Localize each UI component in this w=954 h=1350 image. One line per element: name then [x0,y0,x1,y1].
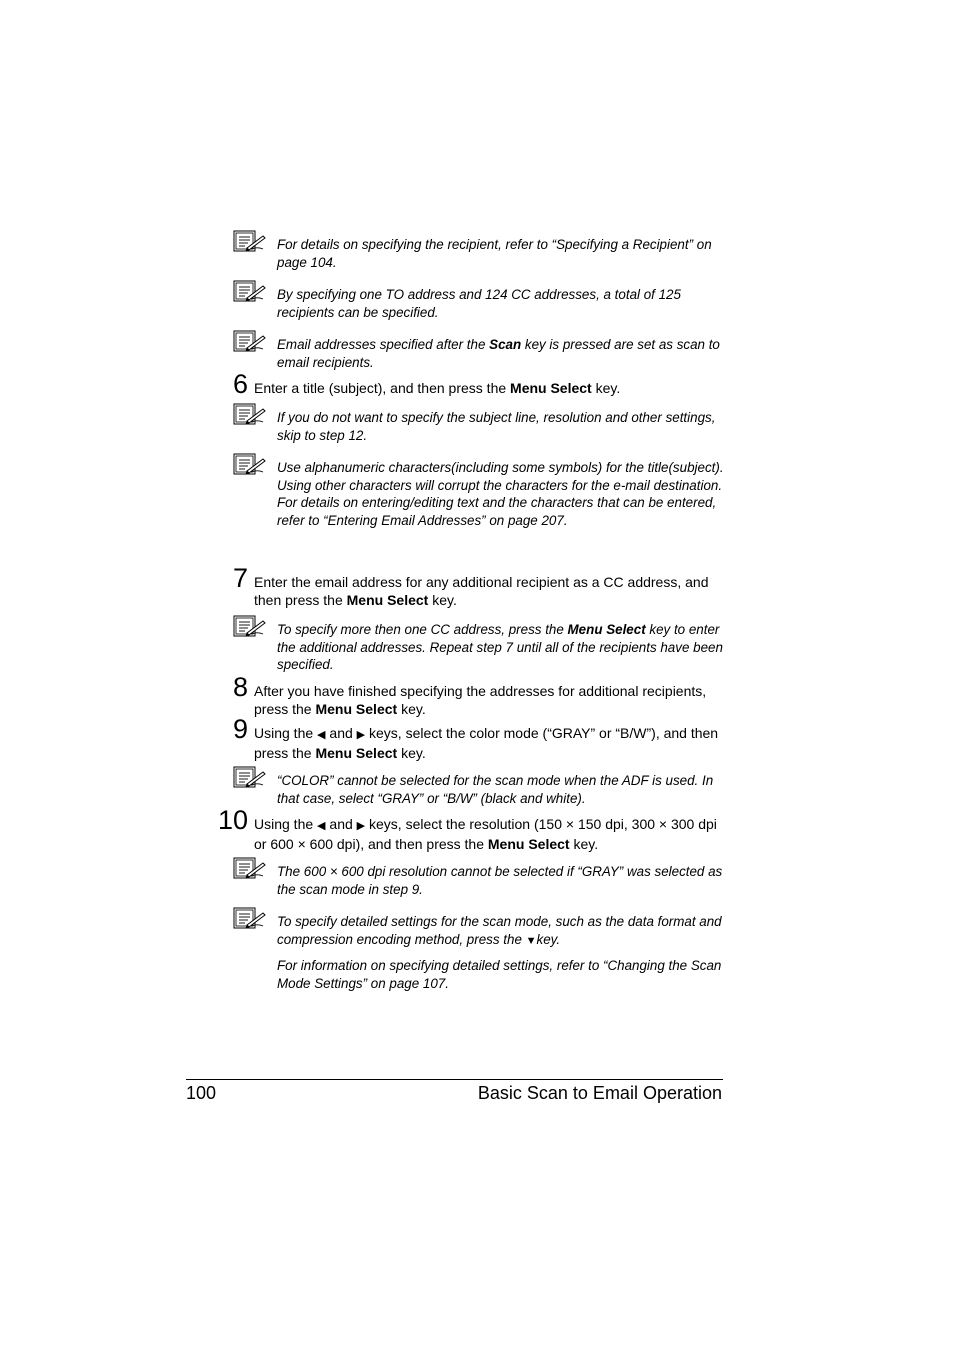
note-text-part: Email addresses specified after the [277,337,490,352]
step-text-part: key. [397,701,426,717]
step-text [254,682,724,718]
note-text [277,863,727,898]
note-text [277,236,727,271]
note-paragraph: For information on specifying detailed settings, refer to “Changing the Scan Mode Settings” on page 107. [277,958,722,991]
note-paragraph [277,621,727,674]
note-pencil-icon [233,280,267,302]
note-paragraph: “COLOR” cannot be selected for the scan mode when the ADF is used. In that case, select “GRAY” or “B/W” (black and white). [277,773,714,806]
menu-select-key-label: Menu Select [315,745,398,761]
step-number: 9 [232,714,248,744]
note-paragraph: Using other characters will corrupt the characters for the e-mail destination. [277,477,723,493]
note-paragraph: By specifying one TO address and 124 CC addresses, a total of 125 recipients can be specified. [277,287,681,320]
note-text [277,621,727,674]
step-text [254,379,724,397]
note-text-part: To specify more then one CC address, press the [277,622,568,637]
step-number: 7 [232,563,248,593]
step-text-part: key. [569,836,599,852]
note-pencil-icon [233,330,267,352]
note-text-part: key is pressed are set as scan to email recipients. [277,337,720,370]
note-pencil-icon [233,230,267,252]
left-arrow-key-icon: ◀ [317,729,326,741]
menu-select-key-label: Menu Select [567,622,646,637]
step-text-part: Using the [254,725,318,741]
note-paragraph: Use alphanumeric characters(including some symbols) for the title(subject). [277,460,724,475]
step-number: 10 [217,805,248,835]
step-number: 6 [232,369,248,399]
note-text [277,409,727,444]
menu-select-key-label: Menu Select [315,701,398,717]
note-paragraph [277,913,727,950]
footer-divider [186,1079,723,1080]
note-text-part: key. [536,931,561,947]
step-text-part: Enter a title (subject), and then press the [254,380,511,396]
menu-select-key-label: Menu Select [510,380,592,396]
step-text-part: keys, select the resolution (150 × 150 dpi, 300 × 300 dpi or 600 × 600 dpi), and then press the [254,816,717,852]
note-text [277,913,727,992]
step-text-part: key. [591,380,621,396]
note-pencil-icon [233,453,267,475]
scan-key-label: Scan [489,337,522,352]
note-paragraph: For details on specifying the recipient, refer to “Specifying a Recipient” on page 104. [277,237,712,270]
step-text-part: and [325,816,357,832]
menu-select-key-label: Menu Select [346,592,429,608]
step-text-part: Enter the email address for any additional recipient as a CC address, and then press the [254,574,709,608]
left-arrow-key-icon: ◀ [317,820,326,832]
note-text-part: To specify detailed settings for the scan mode, such as the data format and compression encoding method, press the [277,914,722,947]
note-text [277,772,727,807]
down-arrow-key-icon: ▼ [525,934,537,947]
note-pencil-icon [233,766,267,788]
step-text-part: and [325,725,357,741]
right-arrow-key-icon: ▶ [356,820,366,832]
note-paragraph: For details on entering/editing text and the characters that can be entered, refer to “Entering Email Addresses” on page 207. [277,495,717,528]
note-text [277,336,727,371]
note-text [277,286,727,321]
note-paragraph: If you do not want to specify the subject line, resolution and other settings, skip to step 12. [277,410,716,443]
step-number: 8 [232,672,248,702]
step-text-part: key. [397,745,426,761]
note-pencil-icon [233,907,267,929]
step-text [254,573,724,609]
note-paragraph [277,336,727,371]
step-text [254,724,724,762]
right-arrow-key-icon: ▶ [356,729,366,741]
note-pencil-icon [233,857,267,879]
page-number: 100 [186,1083,217,1103]
note-pencil-icon [233,615,267,637]
note-text [277,459,727,529]
step-text-part: keys, select the color mode (“GRAY” or “B/W”), and then press the [254,725,719,761]
step-text-part: key. [428,592,457,608]
note-text-part: key to enter the additional addresses. Repeat step 7 until all of the recipients have been specified. [277,622,723,673]
section-title: Basic Scan to Email Operation [477,1083,722,1103]
note-pencil-icon [233,403,267,425]
step-text-part: After you have finished specifying the addresses for additional recipients, press the [254,683,707,717]
step-text [254,815,724,853]
step-text-part: Using the [254,816,318,832]
note-paragraph: The 600 × 600 dpi resolution cannot be selected if “GRAY” was selected as the scan mode in step 9. [277,864,723,897]
menu-select-key-label: Menu Select [487,836,570,852]
